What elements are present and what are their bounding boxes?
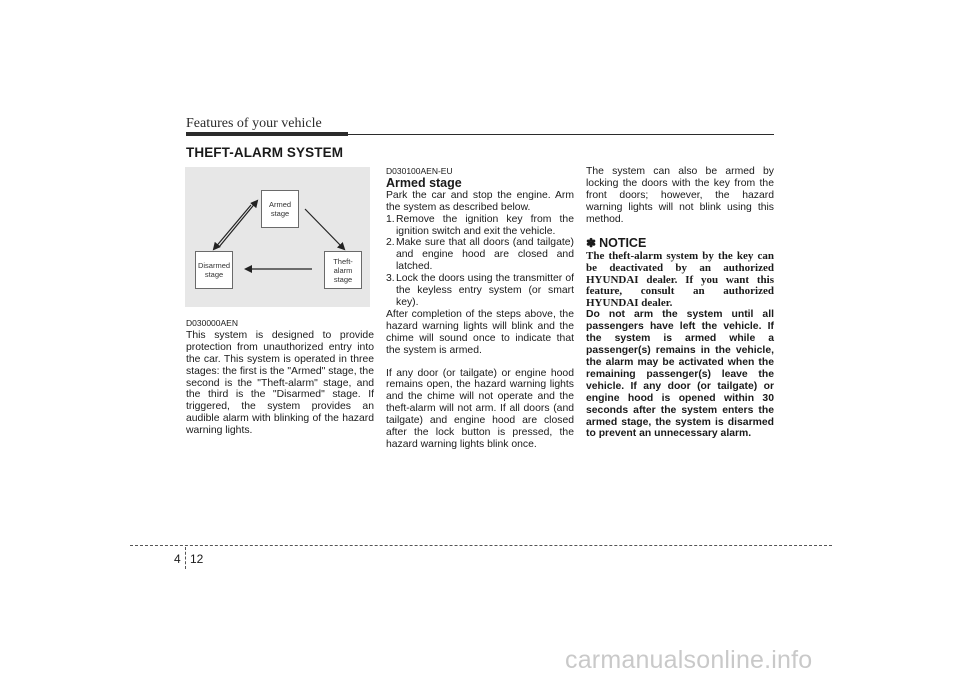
after-completion-paragraph: After completion of the steps above, the hazard warning lights will blink and the chime will sound once to indicate that the system is armed. [386, 308, 574, 356]
stage-theft-alarm-box [324, 251, 362, 289]
stage-armed-label: Armed stage [268, 200, 292, 218]
door-open-paragraph: If any door (or tailgate) or engine hood remains open, the hazard warning lights and the chime will not operate and the theft-alarm will not arm. If all doors (and tailgate) and engine hood are closed after the lock button is pressed, the hazard warning lights blink once. [386, 367, 574, 450]
page-header-title: Features of your vehicle [186, 116, 322, 131]
stage-disarmed-label: Disarmed stage [197, 261, 231, 279]
alarm-stage-diagram [185, 167, 370, 307]
notice-label: NOTICE [599, 235, 647, 250]
notice-heading [586, 235, 774, 250]
column-1 [186, 318, 374, 437]
arrow-disarmed-to-armed [219, 201, 257, 247]
stage-disarmed-box [195, 251, 233, 289]
step-item: 3. Lock the doors using the transmitter of the keyless entry system (or smart key). [386, 273, 574, 308]
footer-rule [130, 545, 832, 546]
watermark: carmanualsonline.info [565, 646, 813, 674]
page-number: 12 [190, 552, 204, 566]
arrow-armed-to-disarmed [214, 205, 251, 249]
column-2 [386, 166, 574, 451]
stage-armed-box [261, 190, 299, 228]
key-arming-paragraph: The system can also be armed by locking the doors with the key from the front doors; however, the hazard warning lights will not blink using this method. [586, 166, 774, 225]
column-3 [586, 166, 774, 440]
section-code: D030000AEN [186, 318, 238, 328]
step-item: 1. Remove the ignition key from the ignition switch and exit the vehicle. [386, 213, 574, 237]
step-item: 2. Make sure that all doors (and tailgate) and engine hood are closed and latched. [386, 237, 574, 273]
notice-icon: ✽ [586, 235, 597, 250]
arrow-armed-to-theft [305, 209, 344, 249]
footer-separator [185, 547, 186, 569]
notice-dealer-text: The theft-alarm system by the key can be deactivated by an authorized HYUNDAI dealer. If you want this feature, consult an authorized HYUNDAI dealer. [586, 250, 774, 309]
section-title: THEFT-ALARM SYSTEM [186, 145, 344, 160]
header-bar [186, 132, 348, 136]
armed-stage-intro: Park the car and stop the engine. Arm the system as described below. [386, 189, 574, 213]
armed-stage-heading: Armed stage [386, 175, 462, 190]
intro-paragraph: This system is designed to provide protection from unauthorized entry into the car. This system is operated in three stages: the first is the "Armed" stage, the second is the "Theft-alarm" stage, and the third is the "Disarmed" stage. If triggered, the system provides an audible alarm with blinking of the hazard warning lights. [186, 329, 374, 437]
notice-warning-text: Do not arm the system until all passengers have left the vehicle. If the system is armed while a passenger(s) remains in the vehicle, the alarm may be activated when the remaining passenger(s) leave the vehicle. If any door (or tailgate) or engine hood is opened within 30 seconds after the system enters the armed stage, the system is disarmed to prevent an unnecessary alarm. [586, 309, 774, 440]
stage-theft-alarm-label: Theft-alarm stage [333, 256, 353, 284]
header-rule [348, 134, 774, 135]
arming-steps [386, 214, 574, 309]
armed-stage-code: D030100AEN-EU [386, 166, 453, 176]
chapter-number: 4 [174, 552, 181, 566]
